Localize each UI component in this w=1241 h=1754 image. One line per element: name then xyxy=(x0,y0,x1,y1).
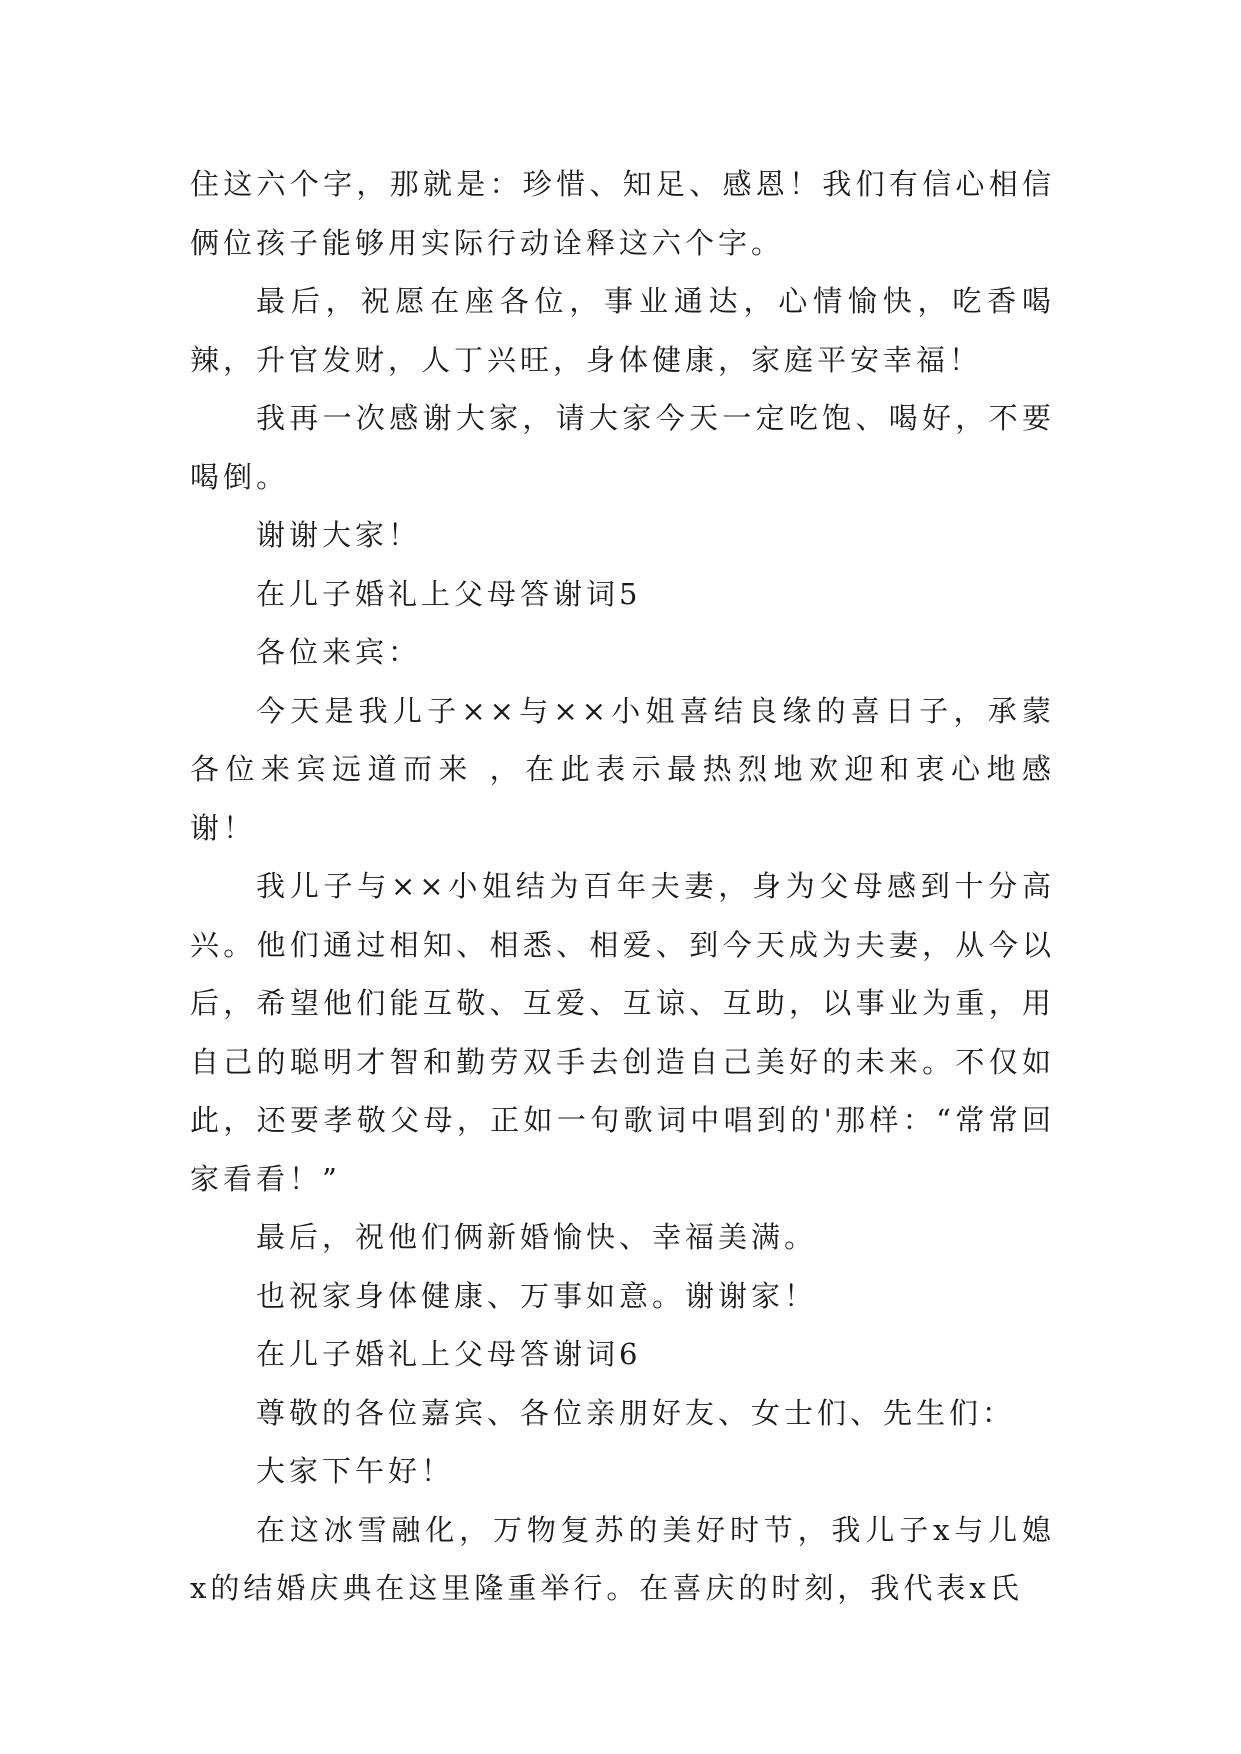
paragraph-marriage-wishes: 我儿子与××小姐结为百年夫妻，身为父母感到十分高兴。他们通过相知、相悉、相爱、到今天成为夫妻，从今以后，希望他们能互敬、互爱、互谅、互助，以事业为重，用自己的聪明才智和勤劳双手去创造自己美好的未来。不仅如此，还要孝敬父母，正如一句歌词中唱到的'那样：“常常回家看看！” xyxy=(190,869,1055,1196)
salutation-6: 尊敬的各位嘉宾、各位亲朋好友、女士们、先生们： xyxy=(256,1395,1016,1430)
paragraph-thank-you: 谢谢大家！ xyxy=(256,518,422,552)
paragraph-thanks-all: 也祝家身体健康、万事如意。谢谢家！ xyxy=(256,1278,818,1313)
document-page xyxy=(190,155,1055,1618)
section-heading-5: 在儿子婚礼上父母答谢词5 xyxy=(256,576,642,611)
paragraph-closing-wishes: 最后，祝愿在座各位，事业通达，心情愉快，吃香喝辣，升官发财，人丁兴旺，身体健康，家庭平安幸福！ xyxy=(190,284,1055,377)
paragraph-continuation: 住这六个字，那就是：珍惜、知足、感恩！我们有信心相信俩位孩子能够用实际行动诠释这六个字。 xyxy=(190,167,1055,260)
paragraph-final-blessing: 最后，祝他们俩新婚愉快、幸福美满。 xyxy=(256,1220,818,1254)
section-heading-6: 在儿子婚礼上父母答谢词6 xyxy=(256,1337,642,1371)
paragraph-thanks-again: 我再一次感谢大家，请大家今天一定吃饱、喝好，不要喝倒。 xyxy=(190,401,1055,494)
salutation-5: 各位来宾： xyxy=(256,635,422,669)
greeting: 大家下午好！ xyxy=(256,1454,455,1488)
paragraph-welcome: 今天是我儿子××与××小姐喜结良缘的喜日子，承蒙各位来宾远道而来 ，在此表示最热烈地欢迎和衷心地感谢！ xyxy=(190,693,1055,845)
paragraph-opening-6: 在这冰雪融化，万物复苏的美好时节，我儿子x与儿媳x的结婚庆典在这里隆重举行。在喜庆的时刻，我代表x氏 xyxy=(190,1512,1055,1605)
